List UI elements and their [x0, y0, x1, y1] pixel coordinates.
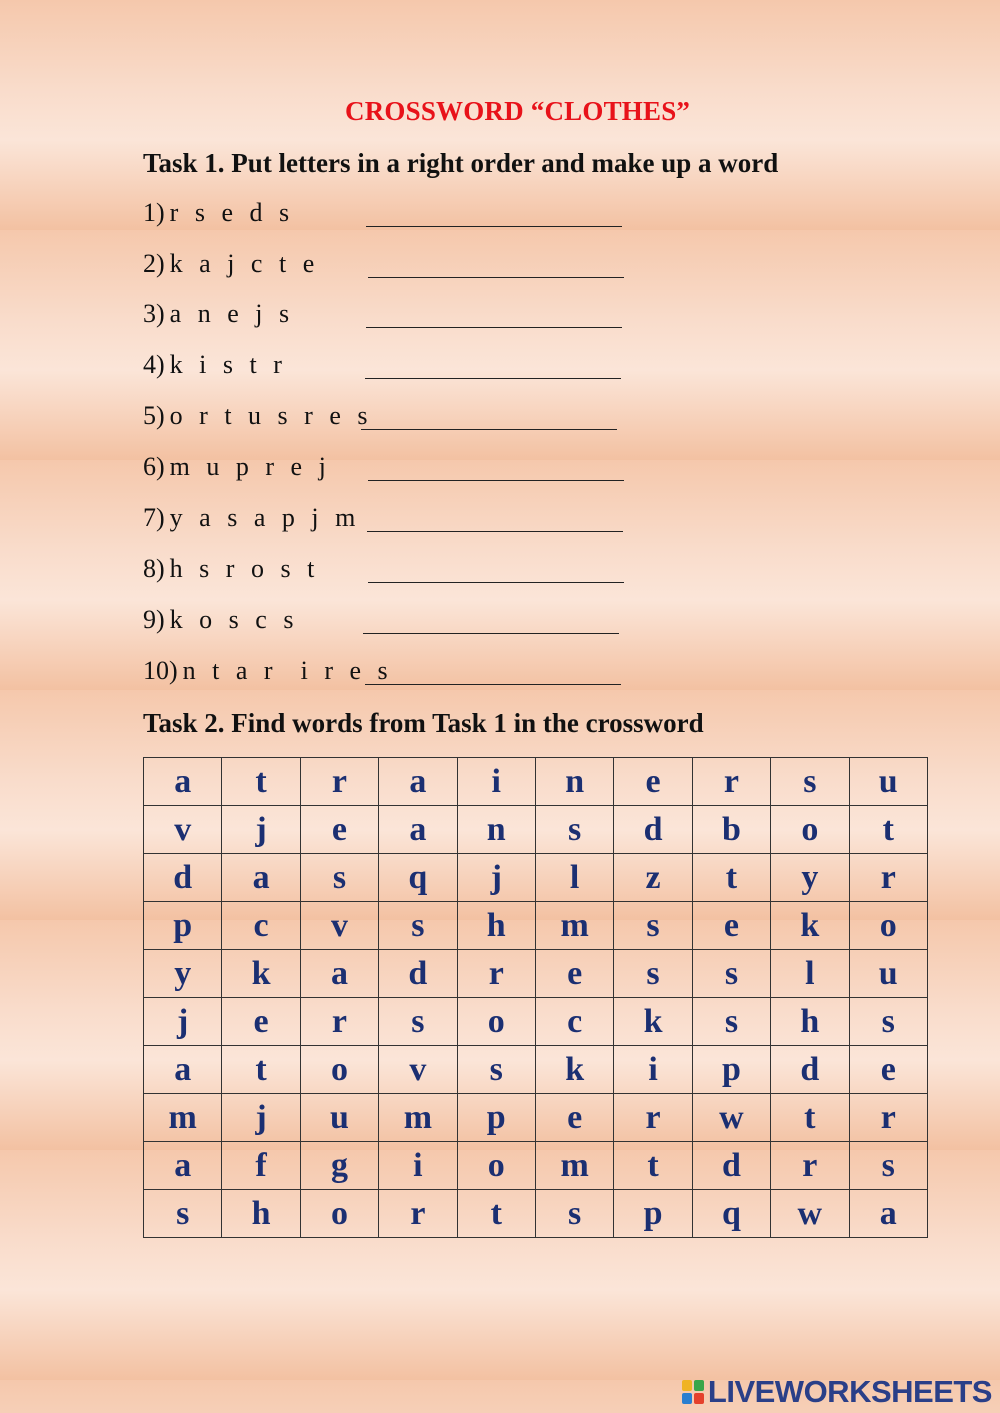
grid-cell[interactable]: u [849, 758, 927, 806]
grid-cell[interactable]: t [771, 1094, 849, 1142]
grid-cell[interactable]: t [222, 758, 300, 806]
grid-cell[interactable]: h [457, 902, 535, 950]
grid-cell[interactable]: p [457, 1094, 535, 1142]
grid-cell[interactable]: s [535, 1190, 613, 1238]
answer-input[interactable] [363, 607, 623, 635]
grid-cell[interactable]: s [849, 998, 927, 1046]
grid-cell[interactable]: l [771, 950, 849, 998]
grid-cell[interactable]: d [379, 950, 457, 998]
grid-cell[interactable]: d [614, 806, 692, 854]
grid-cell[interactable]: o [300, 1190, 378, 1238]
grid-row [144, 854, 928, 902]
grid-cell[interactable]: e [535, 950, 613, 998]
grid-cell[interactable]: s [614, 902, 692, 950]
grid-cell[interactable]: d [771, 1046, 849, 1094]
task1-item [143, 299, 643, 333]
answer-input[interactable] [365, 658, 625, 686]
grid-cell[interactable]: a [144, 1142, 222, 1190]
task1-item [143, 452, 643, 486]
crossword-grid [143, 757, 928, 1238]
grid-cell[interactable]: w [692, 1094, 770, 1142]
grid-cell[interactable]: v [144, 806, 222, 854]
grid-row [144, 1046, 928, 1094]
grid-cell[interactable]: s [849, 1142, 927, 1190]
grid-cell[interactable]: u [300, 1094, 378, 1142]
grid-cell[interactable]: h [771, 998, 849, 1046]
grid-cell[interactable]: r [771, 1142, 849, 1190]
scrambled-letters: m u p r e j [169, 452, 331, 481]
grid-cell[interactable]: e [300, 806, 378, 854]
grid-cell[interactable]: v [300, 902, 378, 950]
grid-cell[interactable]: s [771, 758, 849, 806]
grid-cell[interactable]: s [144, 1190, 222, 1238]
grid-cell[interactable]: o [771, 806, 849, 854]
item-number: 2) [143, 249, 165, 278]
grid-cell[interactable]: m [535, 1142, 613, 1190]
grid-cell[interactable]: j [222, 1094, 300, 1142]
grid-cell[interactable]: r [457, 950, 535, 998]
grid-cell[interactable]: d [692, 1142, 770, 1190]
grid-cell[interactable]: s [300, 854, 378, 902]
grid-row [144, 1142, 928, 1190]
task1-item [143, 401, 643, 435]
grid-cell[interactable]: v [379, 1046, 457, 1094]
grid-cell[interactable]: e [222, 998, 300, 1046]
task1-item [143, 656, 643, 690]
grid-cell[interactable]: s [535, 806, 613, 854]
grid-cell[interactable]: t [457, 1190, 535, 1238]
answer-input[interactable] [368, 556, 628, 584]
grid-cell[interactable]: m [379, 1094, 457, 1142]
grid-cell[interactable]: s [457, 1046, 535, 1094]
grid-cell[interactable]: o [300, 1046, 378, 1094]
grid-cell[interactable]: r [300, 998, 378, 1046]
item-number: 10) [143, 656, 178, 685]
scrambled-letters: y a s a p j m [169, 503, 361, 532]
item-number: 4) [143, 350, 165, 379]
grid-cell[interactable]: j [144, 998, 222, 1046]
item-number: 8) [143, 554, 165, 583]
answer-input[interactable] [367, 505, 627, 533]
scrambled-letters: r s e d s [169, 198, 295, 227]
worksheet-title: CROSSWORD “CLOTHES” [345, 96, 691, 126]
liveworksheets-logo-text: LIVEWORKSHEETS [707, 1374, 992, 1409]
item-number: 9) [143, 605, 165, 634]
grid-cell[interactable]: u [849, 950, 927, 998]
grid-cell[interactable]: z [614, 854, 692, 902]
answer-input[interactable] [366, 200, 626, 228]
grid-cell[interactable]: j [222, 806, 300, 854]
grid-row [144, 806, 928, 854]
grid-cell[interactable]: n [535, 758, 613, 806]
grid-cell[interactable]: w [771, 1190, 849, 1238]
grid-cell[interactable]: f [222, 1142, 300, 1190]
grid-cell[interactable]: r [300, 758, 378, 806]
grid-cell[interactable]: i [457, 758, 535, 806]
grid-cell[interactable]: r [692, 758, 770, 806]
scrambled-letters: a n e j s [169, 299, 295, 328]
grid-cell[interactable]: s [692, 950, 770, 998]
task1-item [143, 605, 643, 639]
grid-cell[interactable]: p [614, 1190, 692, 1238]
grid-cell[interactable]: a [300, 950, 378, 998]
grid-row [144, 758, 928, 806]
grid-cell[interactable]: a [379, 806, 457, 854]
grid-cell[interactable]: k [614, 998, 692, 1046]
grid-cell[interactable]: i [614, 1046, 692, 1094]
grid-cell[interactable]: e [692, 902, 770, 950]
grid-cell[interactable]: k [222, 950, 300, 998]
grid-cell[interactable]: o [849, 902, 927, 950]
grid-cell[interactable]: p [692, 1046, 770, 1094]
item-number: 6) [143, 452, 165, 481]
scrambled-letters: o r t u s r e s [169, 401, 373, 430]
answer-input[interactable] [361, 403, 621, 431]
grid-cell[interactable]: k [771, 902, 849, 950]
item-number: 3) [143, 299, 165, 328]
grid-cell[interactable]: c [535, 998, 613, 1046]
grid-cell[interactable]: e [849, 1046, 927, 1094]
grid-cell[interactable]: o [457, 998, 535, 1046]
grid-cell[interactable]: d [144, 854, 222, 902]
grid-row [144, 1190, 928, 1238]
grid-cell[interactable]: s [379, 998, 457, 1046]
task1-item [143, 198, 643, 232]
grid-cell[interactable]: o [457, 1142, 535, 1190]
grid-cell[interactable]: y [771, 854, 849, 902]
grid-cell[interactable]: i [379, 1142, 457, 1190]
grid-cell[interactable]: b [692, 806, 770, 854]
task1-item [143, 554, 643, 588]
item-number: 7) [143, 503, 165, 532]
grid-row [144, 950, 928, 998]
grid-cell[interactable]: e [535, 1094, 613, 1142]
grid-cell[interactable]: m [144, 1094, 222, 1142]
item-number: 1) [143, 198, 165, 227]
grid-cell[interactable]: j [457, 854, 535, 902]
grid-cell[interactable]: k [535, 1046, 613, 1094]
liveworksheets-logo-icon [682, 1378, 704, 1406]
scrambled-letters: h s r o s t [169, 554, 320, 583]
grid-row [144, 902, 928, 950]
grid-cell[interactable]: l [535, 854, 613, 902]
grid-cell[interactable]: q [379, 854, 457, 902]
answer-input[interactable] [368, 251, 628, 279]
grid-cell[interactable]: a [849, 1190, 927, 1238]
item-number: 5) [143, 401, 165, 430]
grid-cell[interactable]: y [144, 950, 222, 998]
grid-cell[interactable]: p [144, 902, 222, 950]
grid-row [144, 1094, 928, 1142]
grid-cell[interactable]: m [535, 902, 613, 950]
task1-item [143, 350, 643, 384]
scrambled-letters: n t a r i r e s [182, 656, 393, 685]
grid-cell[interactable]: r [849, 854, 927, 902]
grid-cell[interactable]: t [222, 1046, 300, 1094]
grid-cell[interactable]: t [692, 854, 770, 902]
task1-heading: Task 1. Put letters in a right order and make up a word [143, 148, 779, 178]
grid-cell[interactable]: c [222, 902, 300, 950]
grid-cell[interactable]: n [457, 806, 535, 854]
answer-input[interactable] [365, 352, 625, 380]
grid-cell[interactable]: e [614, 758, 692, 806]
grid-cell[interactable]: t [614, 1142, 692, 1190]
grid-cell[interactable]: t [849, 806, 927, 854]
grid-cell[interactable]: r [614, 1094, 692, 1142]
scrambled-letters: k a j c t e [169, 249, 320, 278]
answer-input[interactable] [368, 454, 628, 482]
grid-cell[interactable]: a [379, 758, 457, 806]
grid-cell[interactable]: q [692, 1190, 770, 1238]
task1-item [143, 249, 643, 283]
liveworksheets-logo [682, 1374, 992, 1410]
grid-row [144, 998, 928, 1046]
grid-cell[interactable]: a [144, 758, 222, 806]
grid-cell[interactable]: s [692, 998, 770, 1046]
grid-cell[interactable]: a [222, 854, 300, 902]
task1-item [143, 503, 643, 537]
grid-cell[interactable]: h [222, 1190, 300, 1238]
scrambled-letters: k i s t r [169, 350, 287, 379]
grid-cell[interactable]: s [379, 902, 457, 950]
task2-heading: Task 2. Find words from Task 1 in the crossword [143, 708, 704, 738]
grid-cell[interactable]: r [379, 1190, 457, 1238]
scrambled-letters: k o s c s [169, 605, 299, 634]
answer-input[interactable] [366, 301, 626, 329]
grid-cell[interactable]: a [144, 1046, 222, 1094]
grid-cell[interactable]: s [614, 950, 692, 998]
grid-cell[interactable]: r [849, 1094, 927, 1142]
grid-cell[interactable]: g [300, 1142, 378, 1190]
